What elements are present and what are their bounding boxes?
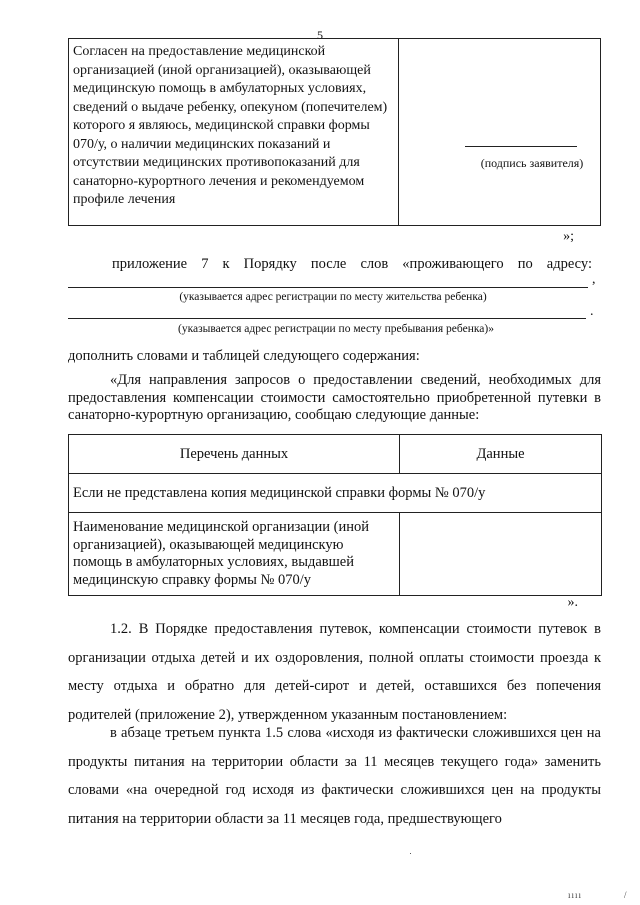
scan-speck <box>410 853 411 854</box>
address-line-residence <box>68 287 588 288</box>
address-line-stay-end: . <box>590 304 594 319</box>
consent-box <box>68 38 601 226</box>
header-data: Данные <box>400 435 602 474</box>
paragraph-1-2: 1.2. В Порядке предоставления путевок, компенсации стоимости путевок в организации отдыха детей и их оздоровления, полной оплаты стоимости проезда к месту отдыха и обратно для детей-сирот и детей, оставшихся без попечения родителей (приложение 2), утвержденном указанным постановлением: <box>68 621 601 723</box>
address-line-residence-end: , <box>592 272 596 287</box>
table-header-row <box>69 435 602 474</box>
column-divider <box>398 39 399 225</box>
merged-row-cell: Если не представлена копия медицинской справки формы № 070/у <box>69 474 602 513</box>
table-row <box>69 513 602 596</box>
header-list: Перечень данных <box>69 435 400 474</box>
residence-caption: (указывается адрес регистрации по месту жительства ребенка) <box>179 291 487 303</box>
appendix7-text: приложение 7 к Порядку после слов «проживающего по адресу: <box>112 256 592 272</box>
row-label-cell: Наименование медицинской организации (иной организацией), оказывающей медицинскую помощь в амбулаторных условиях, выдавшей медицинскую справку формы № 070/у <box>69 513 400 596</box>
row-value-cell <box>400 513 602 596</box>
table-row <box>69 474 602 513</box>
scan-mark-2: / <box>624 890 627 900</box>
scan-mark: ıııı <box>568 890 583 900</box>
add-phrase: дополнить словами и таблицей следующего содержания: <box>68 348 420 364</box>
stay-caption: (указывается адрес регистрации по месту пребывания ребенка)» <box>178 323 494 335</box>
closing-quote-1: »; <box>563 229 574 244</box>
signature-line <box>465 146 577 147</box>
quote-paragraph: «Для направления запросов о предоставлении сведений, необходимых для предоставления компенсации стоимости самостоятельно приобретенной путевки в санаторно-курортную организацию, сообщаю следующие данные: <box>68 372 601 423</box>
signature-caption: (подпись заявителя) <box>480 156 584 170</box>
paragraph-abzac: в абзаце третьем пункта 1.5 слова «исходя из фактически сложившихся цен на продукты питания на территории области за 11 месяцев текущего года» заменить словами «на очередной год исходя из фактически сложившихся цен на продукты питания на территории области за 11 месяцев года, предшествующего <box>68 725 601 827</box>
data-table <box>68 434 602 596</box>
consent-text: Согласен на предоставление медицинской организацией (иной организацией), оказывающей медицинскую помощь в амбулаторных условиях, сведений о выдаче ребенку, опекуном (попечителем) которого я являюсь, медицинской справки формы 070/у, о наличии медицинских показаний и отсутствии медицинских противопоказаний для санаторно-курортного лечения и рекомендуемом профиле лечения <box>73 44 388 207</box>
address-line-stay <box>68 318 586 319</box>
page-number: 5 <box>317 28 323 42</box>
closing-quote-2: ». <box>567 595 578 610</box>
